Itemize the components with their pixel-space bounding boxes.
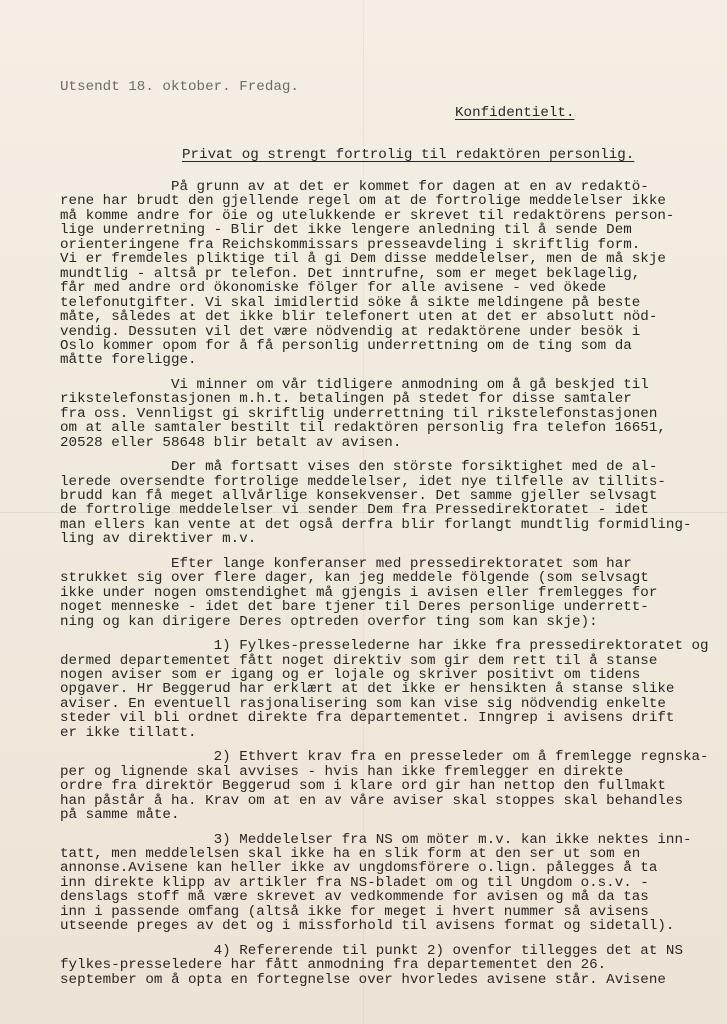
text-line: han påstår å ha. Krav om at en av våre aviser skal stoppes skal behandles	[60, 792, 683, 809]
text-line: orienteringene fra Reichskommissars presseavdeling i skriftlig form.	[60, 236, 641, 253]
text-line: opgaver. Hr Beggerud har erklært at det ikke er hensikten å stanse slike	[60, 681, 675, 698]
text-line: lerede oversendte fortrolige meddelelser, idet nye tilfelle av tillits-	[60, 473, 666, 490]
text-line: ling av direktiver m.v.	[60, 531, 257, 548]
text-line: ning og kan dirigere Deres optreden overfor ting som kan skje):	[60, 613, 598, 630]
text-line: får med andre ord ökonomiske fölger for alle avisene - ved ökede	[60, 280, 607, 297]
text-line: utseende preges av det og i missforhold til avisens format og sidetall).	[60, 918, 675, 935]
text-line: Vi er fremdeles pliktige til å gi Dem disse meddelelser, men de må skje	[60, 251, 666, 268]
text-line: måte, således at det ikke blir telefonert uten at det er absolutt nöd-	[60, 309, 658, 325]
text-line: nogen aviser som er igang og er lojale og skriver positivt om tidens	[60, 667, 641, 683]
text-line: aviser. En eventuell rasjonalisering som kan vise sig nödvendig enkelte	[60, 695, 666, 712]
text-line: inn i passende omfang (altså ikke for meget i hvert nummer så avisens	[60, 903, 649, 920]
text-line: tatt, men meddelelsen skal ikke ha en slik form at den ser ut som en	[60, 845, 641, 862]
text-line: 1) Fylkes-presselederne har ikke fra pressedirektoratet og	[60, 638, 709, 655]
text-line: steder vil bli ordnet direkte fra departementet. Inngrep i avisens drift	[60, 710, 675, 727]
text-line: På grunn av at det er kommet for dagen at en av redaktö-	[60, 179, 649, 195]
document-heading: Privat og strengt fortrolig til redaktören personlig.	[182, 147, 635, 163]
text-line: 3) Meddelelser fra NS om möter m.v. kan ikke nektes inn-	[60, 831, 692, 848]
text-line: Oslo kommer opom for å få personlig underrettning om de ting som da	[60, 337, 632, 354]
text-line: måtte foreligge.	[60, 352, 197, 369]
text-line: noget menneske - idet det bare tjener til Deres personlige underrett-	[60, 599, 649, 616]
text-line: vendig. Dessuten vil det være nödvendig at redaktörene under besök i	[60, 323, 641, 340]
text-line: rikstelefonstasjonen m.h.t. betalingen på stedet for disse samtaler	[60, 391, 632, 408]
text-line: ordre fra direktör Beggerud som i klare ord gir han nettop den fullmakt	[60, 778, 666, 795]
text-line: på samme måte.	[60, 807, 180, 823]
text-line: fylkes-presseledere har fått anmodning fra departementet den 26.	[60, 957, 607, 974]
text-line: strukket sig over flere dager, kan jeg meddele fölgende (som selvsagt	[60, 570, 649, 587]
text-line: om at alle samtaler bestilt til redaktören personlig fra telefon 16651,	[60, 420, 666, 437]
text-line: inn direkte klipp av artikler fra NS-bladet om og til Ungdom o.s.v. -	[60, 874, 649, 891]
text-line: Vi minner om vår tidligere anmodning om å gå beskjed til	[60, 376, 649, 393]
text-line: må komme andre for öie og utelukkende er skrevet til redaktörens person-	[60, 207, 675, 224]
text-line: denslags stoff må være skrevet av vedkommende for avisen og må da tas	[60, 889, 649, 906]
text-line: per og lignende skal avvises - hvis han ikke fremlegger en direkte	[60, 763, 624, 780]
text-line: Efter lange konferanser med pressedirektoratet som har	[60, 555, 632, 572]
text-line: er ikke tillatt.	[60, 724, 197, 741]
text-line: 20528 eller 58648 blir betalt av avisen.	[60, 434, 402, 451]
text-line: 4) Refererende til punkt 2) ovenfor tillegges det at NS	[60, 942, 683, 959]
text-line: september om å opta en fortegnelse over hvorledes avisene står. Avisene	[60, 971, 666, 988]
text-line: 2) Ethvert krav fra en presseleder om å fremlegge regnska-	[60, 749, 709, 766]
text-line: telefonutgifter. Vi skal imidlertid söke å sikte meldingene på beste	[60, 294, 641, 311]
text-line: rene har brudt den gjellende regel om at de fortrolige meddelelser ikke	[60, 193, 666, 210]
text-line: Der må fortsatt vises den störste forsiktighet med de al-	[60, 459, 658, 476]
text-line: lige underretning - Blir det ikke lengere anledning til å sende Dem	[60, 222, 632, 239]
text-line: dermed departementet fått noget direktiv som gir dem rett til å stanse	[60, 652, 658, 669]
text-line: annonse.Avisene kan heller ikke av ungdomsförere o.lign. pålegges å ta	[60, 860, 658, 877]
text-line: ikke under nogen omstendighet må gjengis i avisen eller fremlegges for	[60, 584, 658, 601]
text-line: mundtlig - altså pr telefon. Det inntrufne, som er meget beklagelig,	[60, 265, 641, 282]
text-line: fra oss. Vennligst gi skriftlig underrettning til rikstelefonstasjonen	[60, 405, 658, 422]
classification-label: Konfidentielt.	[455, 105, 575, 121]
text-line: brudd kan få meget allvårlige konsekvenser. Det samme gjeller selvsagt	[60, 488, 658, 504]
header-date: Utsendt 18. oktober. Fredag.	[60, 79, 299, 95]
text-line: man ellers kan vente at det også derfra blir forlangt mundtlig formidling-	[60, 516, 692, 533]
text-line: de fortrolige meddelelser vi sender Dem fra Pressedirektoratet - idet	[60, 502, 649, 519]
